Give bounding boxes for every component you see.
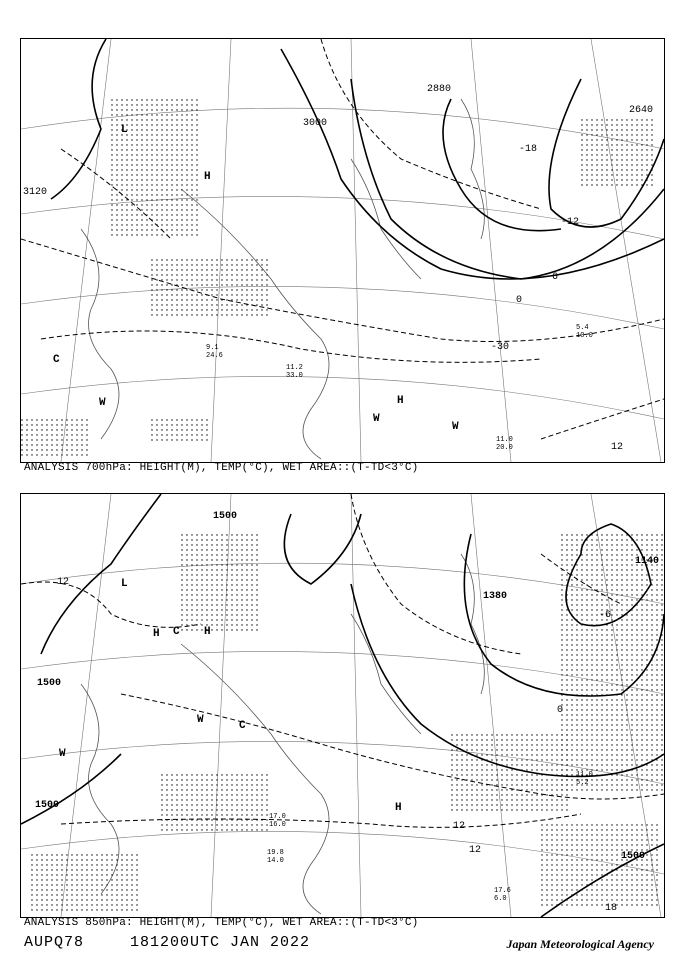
high-center-marker: H xyxy=(204,626,211,638)
temp-label: 12 xyxy=(611,442,624,453)
agency-name: Japan Meteorological Agency xyxy=(506,937,654,951)
temp-label: 0 xyxy=(557,705,564,716)
low-center-marker: L xyxy=(121,124,128,136)
station-plots xyxy=(206,324,593,452)
caption-700hpa: ANALYSIS 700hPa: HEIGHT(M), TEMP(°C), WET AREA::(T-TD<3°C) xyxy=(24,462,419,474)
temp-label: 12 xyxy=(469,845,482,856)
height-label: 1380 xyxy=(483,591,508,602)
cold-center-marker: C xyxy=(173,626,180,638)
station-label: 14.0 xyxy=(267,857,284,865)
height-label: 1500 xyxy=(37,678,62,689)
height-label: 1500 xyxy=(621,851,646,862)
warm-center-marker: W xyxy=(373,413,380,425)
station-label: 17.6 xyxy=(494,887,511,895)
warm-center-marker: W xyxy=(99,397,106,409)
station-label: 11.0 xyxy=(576,771,593,779)
station-label: 11.2 xyxy=(286,364,303,372)
cold-center-marker: C xyxy=(239,720,246,732)
high-center-marker: H xyxy=(153,628,160,640)
warm-center-marker: W xyxy=(197,714,204,726)
station-label: 17.0 xyxy=(269,813,286,821)
map-850hpa-canvas xyxy=(21,494,664,917)
station-label: 5.4 xyxy=(576,324,589,332)
temp-label: 18 xyxy=(605,903,618,914)
station-label: 24.6 xyxy=(206,352,223,360)
temp-label: 12 xyxy=(453,821,466,832)
temp-label: -18 xyxy=(519,144,538,155)
low-center-marker: L xyxy=(121,578,128,590)
temp-label: -6 xyxy=(599,610,612,621)
station-label: 16.0 xyxy=(269,821,286,829)
wet-area xyxy=(21,99,656,459)
cold-center-marker: C xyxy=(53,354,60,366)
temp-label: 0 xyxy=(516,295,523,306)
map-700hpa-canvas xyxy=(21,39,664,462)
height-label: 1500 xyxy=(213,511,238,522)
height-label: 1500 xyxy=(35,800,60,811)
station-label: 19.8 xyxy=(267,849,284,857)
station-label: 11.0 xyxy=(496,436,513,444)
height-label: 3000 xyxy=(303,118,328,129)
station-label: 10.0 xyxy=(576,332,593,340)
high-center-marker: H xyxy=(395,802,402,814)
warm-center-marker: W xyxy=(452,421,459,433)
station-label: 9.1 xyxy=(206,344,219,352)
temp-label: -30 xyxy=(491,342,510,353)
wet-area xyxy=(31,534,664,914)
station-label: 6.0 xyxy=(494,895,507,903)
map-700hpa xyxy=(20,38,665,463)
valid-time: 181200UTC JAN 2022 xyxy=(130,934,311,951)
temp-label: 12 xyxy=(57,577,70,588)
temp-label: -12 xyxy=(561,217,580,228)
station-label: 5.2 xyxy=(576,779,589,787)
high-center-marker: H xyxy=(204,171,211,183)
station-label: 33.0 xyxy=(286,372,303,380)
map-850hpa xyxy=(20,493,665,918)
height-label: 2640 xyxy=(629,105,654,116)
high-center-marker: H xyxy=(397,395,404,407)
height-label: 3120 xyxy=(23,187,48,198)
chart-id: AUPQ78 xyxy=(24,934,85,951)
station-label: 20.0 xyxy=(496,444,513,452)
warm-center-marker: W xyxy=(59,748,66,760)
height-label: 2880 xyxy=(427,84,452,95)
height-label: 1140 xyxy=(635,556,660,567)
caption-850hpa: ANALYSIS 850hPa: HEIGHT(M), TEMP(°C), WET AREA::(T-TD<3°C) xyxy=(24,917,419,929)
temp-label: -6 xyxy=(546,272,559,283)
